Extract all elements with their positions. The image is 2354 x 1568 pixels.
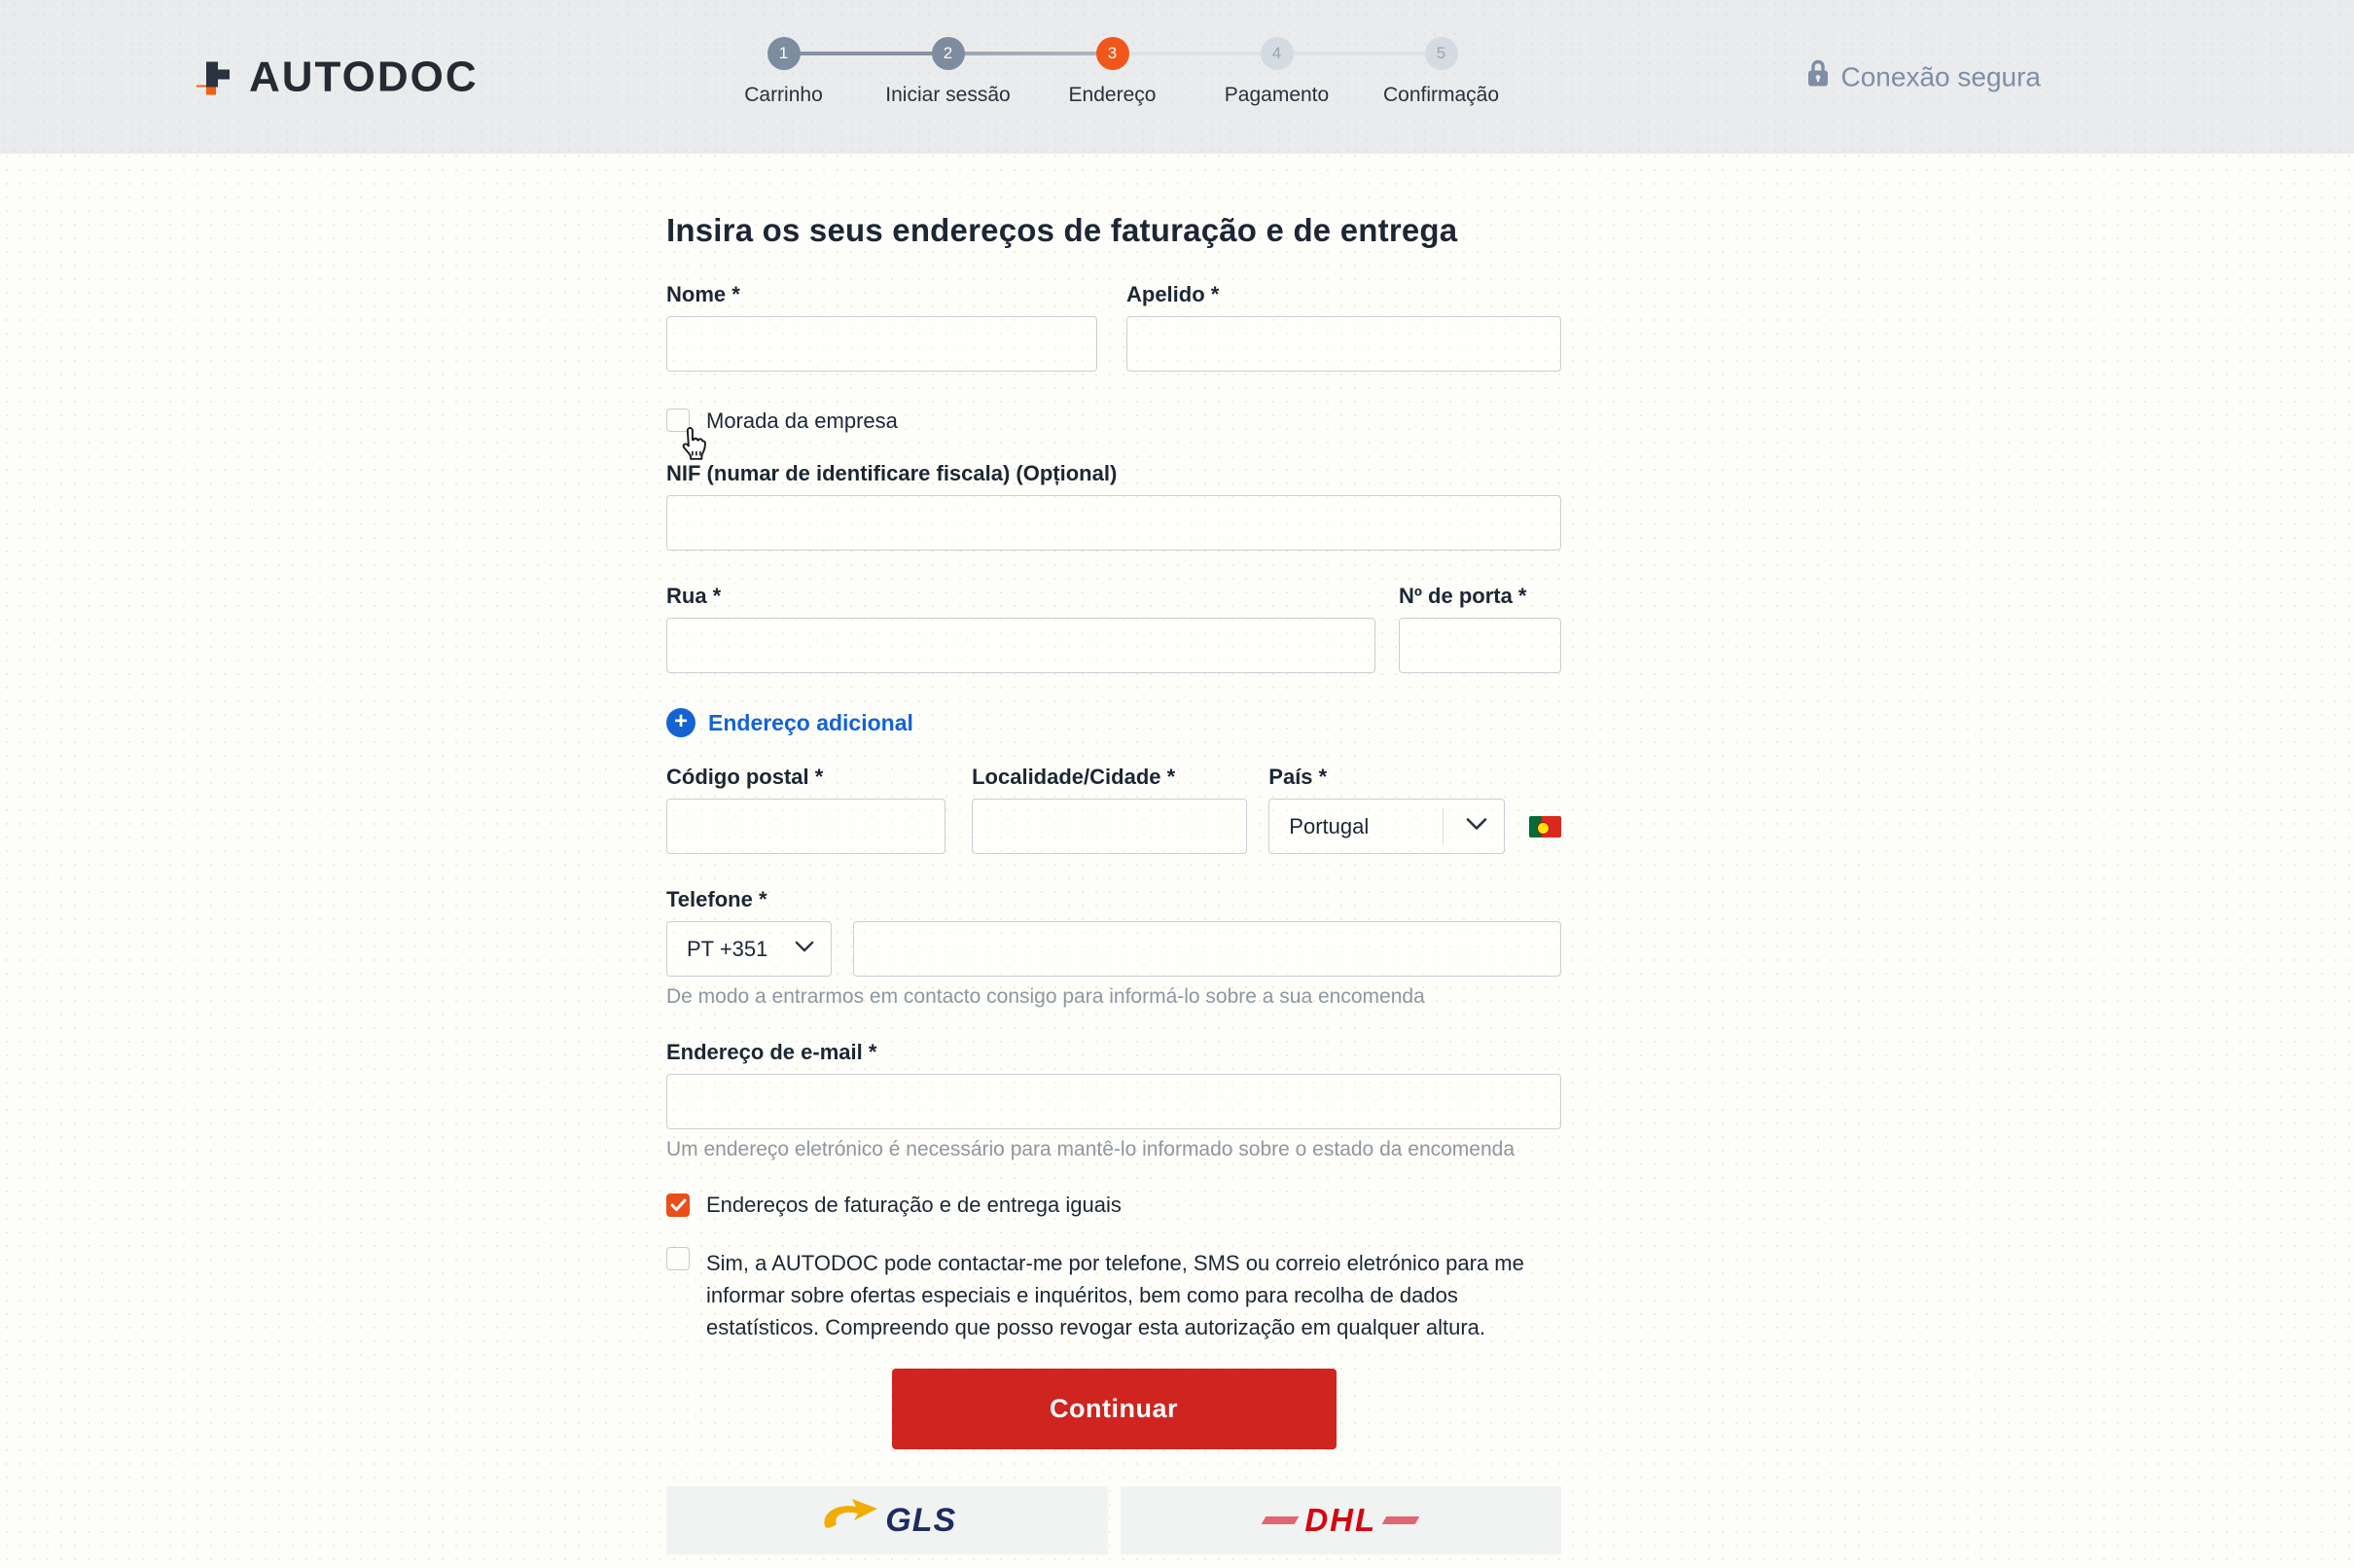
dhl-logo-card [1121, 1486, 1562, 1554]
nif-input[interactable] [666, 495, 1561, 551]
phone-helper-text: De modo a entrarmos em contacto consigo para informá-lo sobre a sua encomenda [666, 985, 1425, 1008]
house-number-input[interactable] [1399, 618, 1561, 673]
street-row [666, 584, 1561, 673]
chevron-down-icon [795, 941, 814, 958]
email-field-block [666, 1040, 1561, 1161]
same-address-label: Endereços de faturação e de entrega iguais [706, 1193, 1122, 1217]
plus-circle-icon: + [666, 708, 696, 737]
company-address-row [666, 409, 1561, 434]
country-select[interactable] [1268, 799, 1505, 854]
gls-logo-card [666, 1486, 1108, 1554]
phone-prefix-value: PT +351 [687, 936, 768, 961]
nif-label: NIF (numar de identificare fiscala) (Opțional) [666, 461, 1118, 485]
step-carrinho[interactable] [701, 37, 866, 107]
stepper-connector [783, 52, 948, 55]
dhl-bar-icon [1262, 1516, 1300, 1524]
autodoc-logo[interactable] [191, 53, 479, 102]
phone-input[interactable] [853, 921, 1561, 977]
secure-connection-badge [1806, 59, 2041, 95]
step-number-badge: 3 [1096, 37, 1129, 70]
phone-prefix-select[interactable] [666, 921, 832, 977]
gls-logo-text: GLS [885, 1501, 957, 1539]
step-confirmacao [1359, 37, 1523, 107]
street-input[interactable] [666, 618, 1375, 673]
step-label: Iniciar sessão [885, 84, 1011, 106]
name-row [666, 282, 1561, 372]
gls-swoosh-icon [817, 1497, 885, 1544]
email-label: Endereço de e-mail * [666, 1040, 877, 1064]
lock-icon [1806, 59, 1830, 95]
step-label: Pagamento [1224, 84, 1330, 106]
page-title: Insira os seus endereços de faturação e de entrega [666, 212, 1458, 248]
additional-address-link[interactable] [666, 708, 913, 737]
postal-city-country-row [666, 765, 1561, 854]
step-endereco[interactable] [1030, 37, 1195, 107]
additional-address-label: Endereço adicional [708, 709, 913, 735]
city-input[interactable] [972, 799, 1247, 854]
step-number-badge: 2 [932, 37, 965, 70]
step-number-badge: 1 [767, 37, 801, 70]
marketing-consent-row [666, 1247, 1561, 1343]
last-name-label: Apelido * [1126, 282, 1220, 306]
stepper-connector [1113, 52, 1277, 55]
postal-code-label: Código postal * [666, 765, 824, 789]
step-iniciar-sessao[interactable] [866, 37, 1030, 107]
marketing-consent-label: Sim, a AUTODOC pode contactar-me por telefone, SMS ou correio eletrónico para me informar sobre ofertas especiais e inquéritos, bem como para recolha de dados estatísticos. Compreendo que posso revogar esta autorização em qualquer altura. [706, 1251, 1524, 1339]
company-address-label: Morada da empresa [706, 409, 898, 433]
city-label: Localidade/Cidade * [972, 765, 1176, 789]
dhl-logo-text: DHL [1304, 1502, 1377, 1538]
house-number-label: Nº de porta * [1399, 584, 1527, 608]
secure-connection-label: Conexão segura [1840, 61, 2041, 91]
last-name-input[interactable] [1126, 316, 1561, 372]
country-label: País * [1268, 765, 1328, 789]
email-helper-text: Um endereço eletrónico é necessário para mantê-lo informado sobre o estado da encomenda [666, 1138, 1516, 1160]
first-name-input[interactable] [666, 316, 1097, 372]
stepper-connector [1277, 52, 1442, 55]
step-number-badge: 5 [1425, 37, 1458, 70]
step-label: Endereço [1068, 84, 1157, 106]
street-label: Rua * [666, 584, 722, 608]
phone-label: Telefone * [666, 887, 767, 911]
checkout-stepper [701, 37, 1524, 125]
same-address-checkbox[interactable] [666, 1194, 690, 1217]
step-pagamento [1195, 37, 1359, 107]
step-label: Confirmação [1382, 84, 1500, 106]
continue-button[interactable]: Continuar [892, 1369, 1337, 1449]
autodoc-plus-icon [191, 53, 235, 102]
address-form [666, 154, 1561, 1554]
mouse-cursor-pointer-icon [674, 426, 709, 470]
portugal-flag-icon [1529, 816, 1561, 837]
country-selected-value: Portugal [1289, 813, 1370, 838]
step-label: Carrinho [744, 84, 823, 106]
stepper-connector [947, 52, 1113, 55]
postal-code-input[interactable] [666, 799, 945, 854]
chevron-down-icon [1466, 817, 1487, 836]
dhl-bar-icon [1382, 1516, 1420, 1524]
same-address-row [666, 1193, 1561, 1218]
marketing-consent-checkbox[interactable] [666, 1247, 690, 1270]
first-name-label: Nome * [666, 282, 740, 306]
header [0, 0, 2354, 154]
carrier-logos-row [666, 1486, 1561, 1554]
email-input[interactable] [666, 1074, 1561, 1129]
logo-wordmark: AUTODOC [249, 53, 479, 100]
nif-field-block [666, 461, 1561, 551]
phone-field-block [666, 887, 1561, 1009]
step-number-badge: 4 [1261, 37, 1294, 70]
